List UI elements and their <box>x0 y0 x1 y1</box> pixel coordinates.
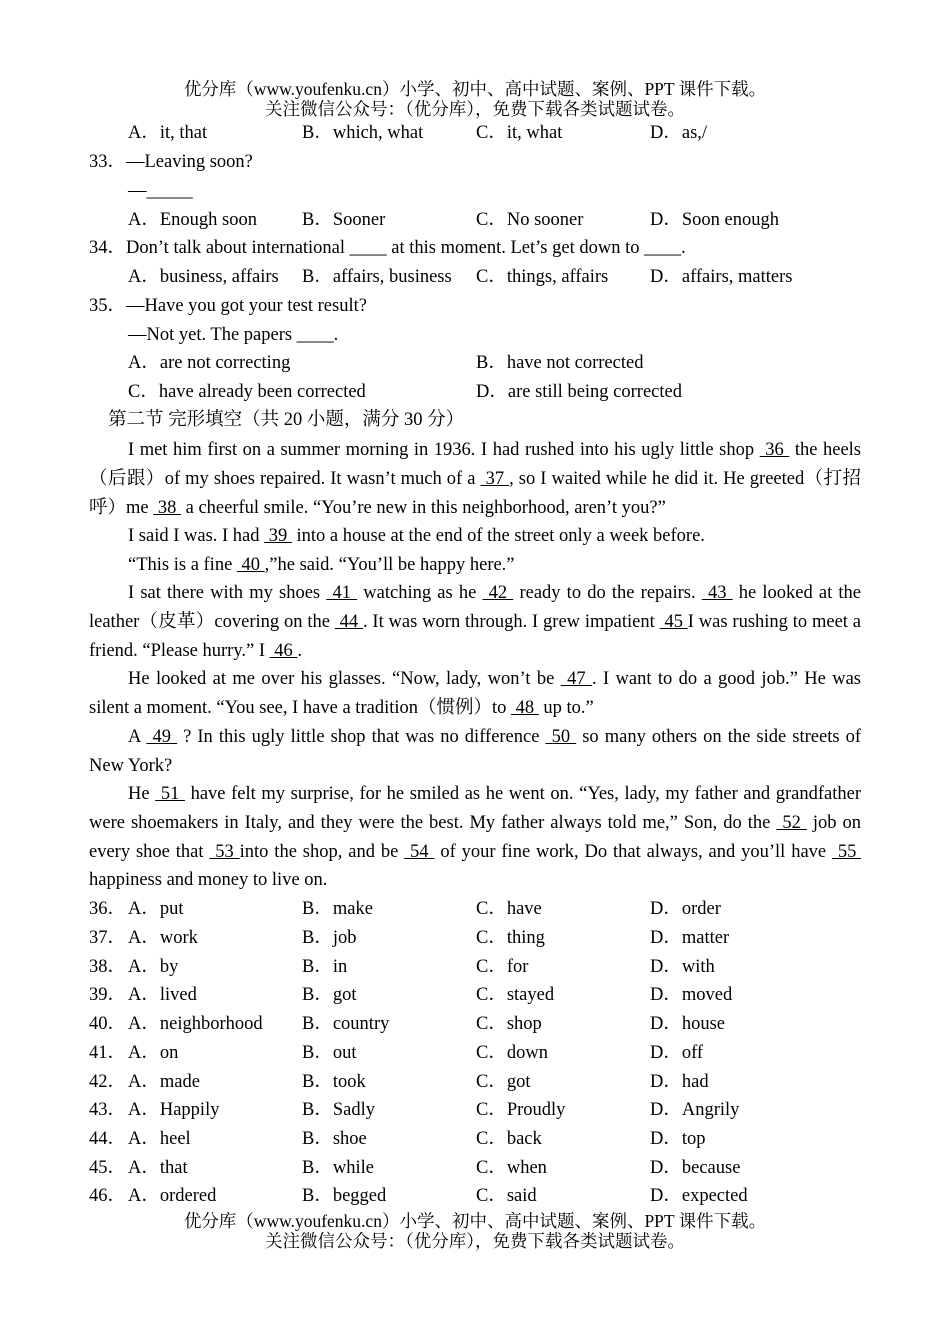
blank-49: 49 <box>146 727 178 747</box>
blank-47: 47 <box>560 669 592 689</box>
option-b: B．shoe <box>302 1129 367 1149</box>
passage-text: I was rushing to meet a friend. “Please hurry.” I <box>89 611 861 661</box>
blank-39: 39 <box>264 526 292 546</box>
option-b: B．in <box>302 957 348 977</box>
option-d: D．as,/ <box>650 123 708 143</box>
passage-text: ready to do the repairs. <box>513 583 702 603</box>
option-a: A．ordered <box>128 1186 217 1206</box>
question-number: 38． <box>89 957 127 977</box>
option-c: C．No sooner <box>476 210 584 230</box>
option-b: B．got <box>302 985 357 1005</box>
footer-line-2: 关注微信公众号：（优分库），免费下载各类试题试卷。 <box>265 1231 685 1251</box>
blank-44: 44 <box>334 611 363 632</box>
passage-text: watching as he <box>357 583 483 603</box>
option-b: B．while <box>302 1158 374 1178</box>
passage-paragraph <box>89 723 861 781</box>
option-c: C．said <box>476 1186 537 1206</box>
option-b: B．which, what <box>302 123 424 143</box>
blank-45: 45 <box>659 611 688 632</box>
passage-text: of your fine work, Do that always, and you’ll have <box>434 841 832 862</box>
blank-41: 41 <box>326 583 358 603</box>
blank-36: 36 <box>759 440 790 460</box>
question-34-stem: 34．Don’t talk about international ____ at this moment. Let’s get down to ____. <box>89 238 686 258</box>
passage-text: I said I was. I had <box>128 526 265 546</box>
passage-text: , so I waited while he did it. He greeted（打招呼）me <box>89 468 861 518</box>
option-c: C．it, what <box>476 123 563 143</box>
option-d: D．Soon enough <box>650 210 779 230</box>
option-a: A．by <box>128 957 179 977</box>
option-b: B．job <box>302 928 357 948</box>
option-b: B．begged <box>302 1186 387 1206</box>
passage-text: . I want to do a good job.” He was silent a moment. “You see, I have a tradition（惯例）to <box>89 669 862 718</box>
option-d: D．order <box>650 899 721 919</box>
option-d: D．expected <box>650 1186 748 1206</box>
passage-text: have felt my surprise, for he smiled as he went on. “Yes, lady, my father and grandfather were shoemakers in Italy, and they were the best. My father always told me,” Son, do the <box>89 784 861 833</box>
option-d: D．affairs, matters <box>650 267 793 287</box>
passage-text: . <box>297 640 303 661</box>
option-a: A．made <box>128 1072 200 1092</box>
passage-text: up to.” <box>538 697 594 718</box>
option-d: D．moved <box>650 985 733 1005</box>
blank-55: 55 <box>832 841 862 862</box>
question-number: 40． <box>89 1014 127 1034</box>
option-d: D．because <box>650 1158 741 1178</box>
passage-paragraph <box>89 551 861 580</box>
option-c: C．shop <box>476 1014 542 1034</box>
header-line-1: 优分库（www.youfenku.cn）小学、初中、高中试题、案例、PPT 课件下载。 <box>183 79 767 99</box>
option-d: D．house <box>650 1014 726 1034</box>
passage-paragraph <box>89 522 861 551</box>
section-title: 第二节 完形填空（共 20 小题，满分 30 分） <box>108 410 465 430</box>
option-c: C．for <box>476 957 529 977</box>
question-number: 43． <box>89 1100 127 1120</box>
passage-text: A <box>128 727 147 747</box>
option-d: D．off <box>650 1043 704 1063</box>
passage-text: . It was worn through. I grew impatient <box>362 611 660 632</box>
option-b: B．affairs, business <box>302 267 452 287</box>
passage-text: into the shop, and be <box>239 841 405 862</box>
option-a: A．work <box>128 928 198 948</box>
passage-text: the heels（后跟）of my shoes repaired. It wasn’t much of a <box>89 440 862 489</box>
option-a: A．that <box>128 1158 188 1178</box>
passage-text: happiness and money to live on. <box>89 870 328 891</box>
option-d: D．matter <box>650 928 730 948</box>
passage-text: ? In this ugly little shop that was no difference <box>177 727 546 747</box>
option-b: B．took <box>302 1072 366 1092</box>
passage-paragraph <box>89 780 861 895</box>
header-line-2: 关注微信公众号：（优分库），免费下载各类试题试卷。 <box>265 99 685 119</box>
question-35-stem: 35．—Have you got your test result? <box>89 296 367 316</box>
option-a: A．lived <box>128 985 197 1005</box>
option-d: D．top <box>650 1129 706 1149</box>
option-a: A．heel <box>128 1129 191 1149</box>
option-d: D．are still being corrected <box>476 382 682 402</box>
option-a: A．on <box>128 1043 179 1063</box>
option-c: C．back <box>476 1129 542 1149</box>
option-a: A．are not correcting <box>128 353 291 373</box>
blank-53: 53 <box>209 841 240 862</box>
option-a: A．business, affairs <box>128 267 279 287</box>
question-number: 41． <box>89 1043 127 1063</box>
option-c: C．down <box>476 1043 548 1063</box>
passage-paragraph <box>89 665 861 723</box>
passage-paragraph <box>89 436 861 522</box>
passage-text: I sat there with my shoes <box>128 583 327 603</box>
option-c: C．Proudly <box>476 1100 566 1120</box>
option-b: B．Sadly <box>302 1100 375 1120</box>
passage-text: job on every shoe that <box>89 812 862 862</box>
option-c: C．thing <box>476 928 545 948</box>
option-b: B．country <box>302 1014 390 1034</box>
option-d: D．Angrily <box>650 1100 740 1120</box>
blank-48: 48 <box>511 697 539 718</box>
blank-40: 40 <box>236 555 265 575</box>
passage-text: He looked at me over his glasses. “Now, lady, won’t be <box>128 669 561 689</box>
blank-51: 51 <box>155 784 185 804</box>
option-a: A．Enough soon <box>128 210 257 230</box>
passage-text: so many others on the side streets of New York? <box>89 727 862 776</box>
option-b: B．Sooner <box>302 210 386 230</box>
blank-42: 42 <box>482 583 514 603</box>
question-number: 39． <box>89 985 127 1005</box>
option-c: C．things, affairs <box>476 267 609 287</box>
question-number: 45． <box>89 1158 127 1178</box>
option-a: A．it, that <box>128 123 208 143</box>
passage-paragraph <box>89 579 861 665</box>
blank-43: 43 <box>701 583 733 603</box>
blank-54: 54 <box>404 841 435 862</box>
option-b: B．make <box>302 899 373 919</box>
passage-text: he looked at the leather（皮革）covering on the <box>89 583 862 632</box>
question-number: 36． <box>89 899 127 919</box>
option-c: C．stayed <box>476 985 555 1005</box>
option-c: C．have already been corrected <box>128 382 366 402</box>
option-a: A．put <box>128 899 184 919</box>
footer-line-1: 优分库（www.youfenku.cn）小学、初中、高中试题、案例、PPT 课件下载。 <box>183 1211 767 1231</box>
option-c: C．have <box>476 899 542 919</box>
blank-37: 37 <box>480 468 510 489</box>
blank-46: 46 <box>269 640 298 661</box>
question-number: 42． <box>89 1072 127 1092</box>
blank-38: 38 <box>153 497 181 518</box>
option-c: C．when <box>476 1158 547 1178</box>
question-number: 46． <box>89 1186 127 1206</box>
question-number: 44． <box>89 1129 127 1149</box>
question-number: 37． <box>89 928 127 948</box>
option-c: C．got <box>476 1072 531 1092</box>
passage-text: He <box>128 784 156 804</box>
passage-text: a cheerful smile. “You’re new in this neighborhood, aren’t you?” <box>180 497 666 518</box>
question-35-reply: —Not yet. The papers ____. <box>128 325 339 345</box>
question-33-stem: 33．—Leaving soon? <box>89 152 253 172</box>
passage-text: “This is a fine <box>128 555 237 575</box>
option-b: B．have not corrected <box>476 353 644 373</box>
option-a: A．neighborhood <box>128 1014 263 1034</box>
passage-text: ,”he said. “You’ll be happy here.” <box>264 555 515 575</box>
option-d: D．with <box>650 957 715 977</box>
passage-text: I met him first on a summer morning in 1936. I had rushed into his ugly little shop <box>128 440 760 460</box>
passage-text: into a house at the end of the street only a week before. <box>291 526 705 546</box>
option-b: B．out <box>302 1043 357 1063</box>
question-33-reply: —_____ <box>128 181 193 201</box>
option-a: A．Happily <box>128 1100 220 1120</box>
blank-50: 50 <box>545 727 577 747</box>
option-d: D．had <box>650 1072 709 1092</box>
blank-52: 52 <box>776 812 807 833</box>
